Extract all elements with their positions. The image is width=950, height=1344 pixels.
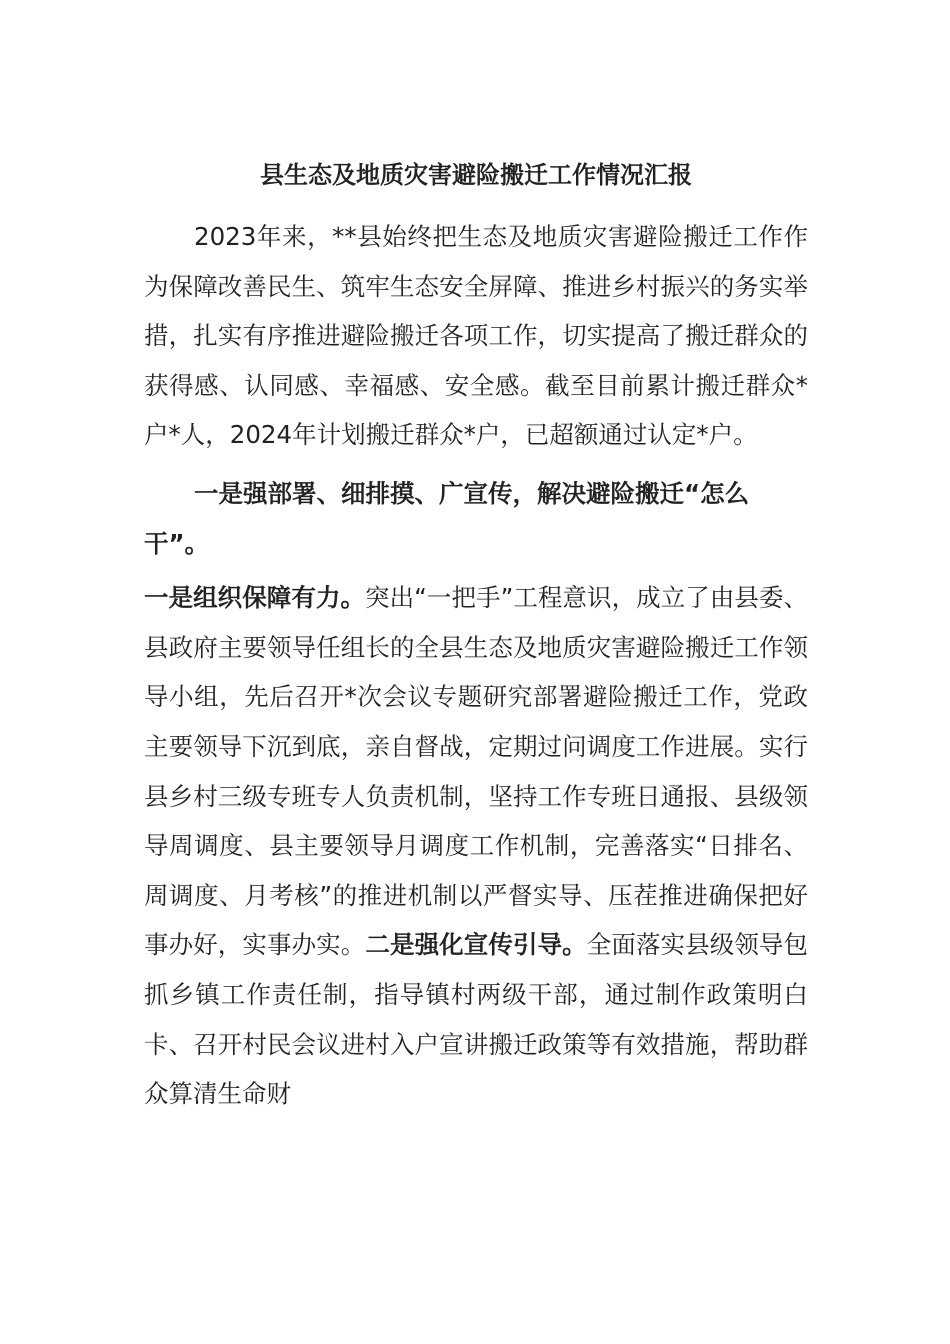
point-1-text: 突出“一把手”工程意识，成立了由县委、县政府主要领导任组长的全县生态及地质灾害避险搬迁工作领导小组，先后召开*次会议专题研究部署避险搬迁工作，党政主要领导下沉到底，亲自督战，定期过问调度工作进展。实行县乡村三级专班专人负责机制，坚持工作专班日通报、县级领导周调度、县主要领导月调度工作机制，完善落实“日排名、周调度、月考核”的推进机制以严督实导、压茬推进确保把好事办好，实事办实。 <box>144 583 809 960</box>
section-heading: 一是强部署、细排摸、广宣传，解决避险搬迁“怎么干”。 <box>144 478 750 558</box>
point-2-lead: 二是强化宣传引导。 <box>365 930 587 960</box>
point-1-lead: 一是组织保障有力。 <box>144 583 366 613</box>
intro-paragraph: 2023年来，**县始终把生态及地质灾害避险搬迁工作作为保障改善民生、筑牢生态安全屏障、推进乡村振兴的务实举措，扎实有序推进避险搬迁各项工作，切实提高了搬迁群众的获得感、认同感、幸福感、安全感。截至目前累计搬迁群众*户*人，2024年计划搬迁群众*户，已超额通过认定*户。 <box>144 222 808 450</box>
point-2-text: 全面落实县级领导包抓乡镇工作责任制，指导镇村两级干部，通过制作政策明白卡、召开村民会议进村入户宣讲搬迁政策等有效措施，帮助群众算清生命财 <box>144 930 809 1109</box>
body-paragraph <box>144 573 808 1119</box>
document-page <box>144 150 808 1119</box>
document-title: 县生态及地质灾害避险搬迁工作情况汇报 <box>260 161 692 189</box>
